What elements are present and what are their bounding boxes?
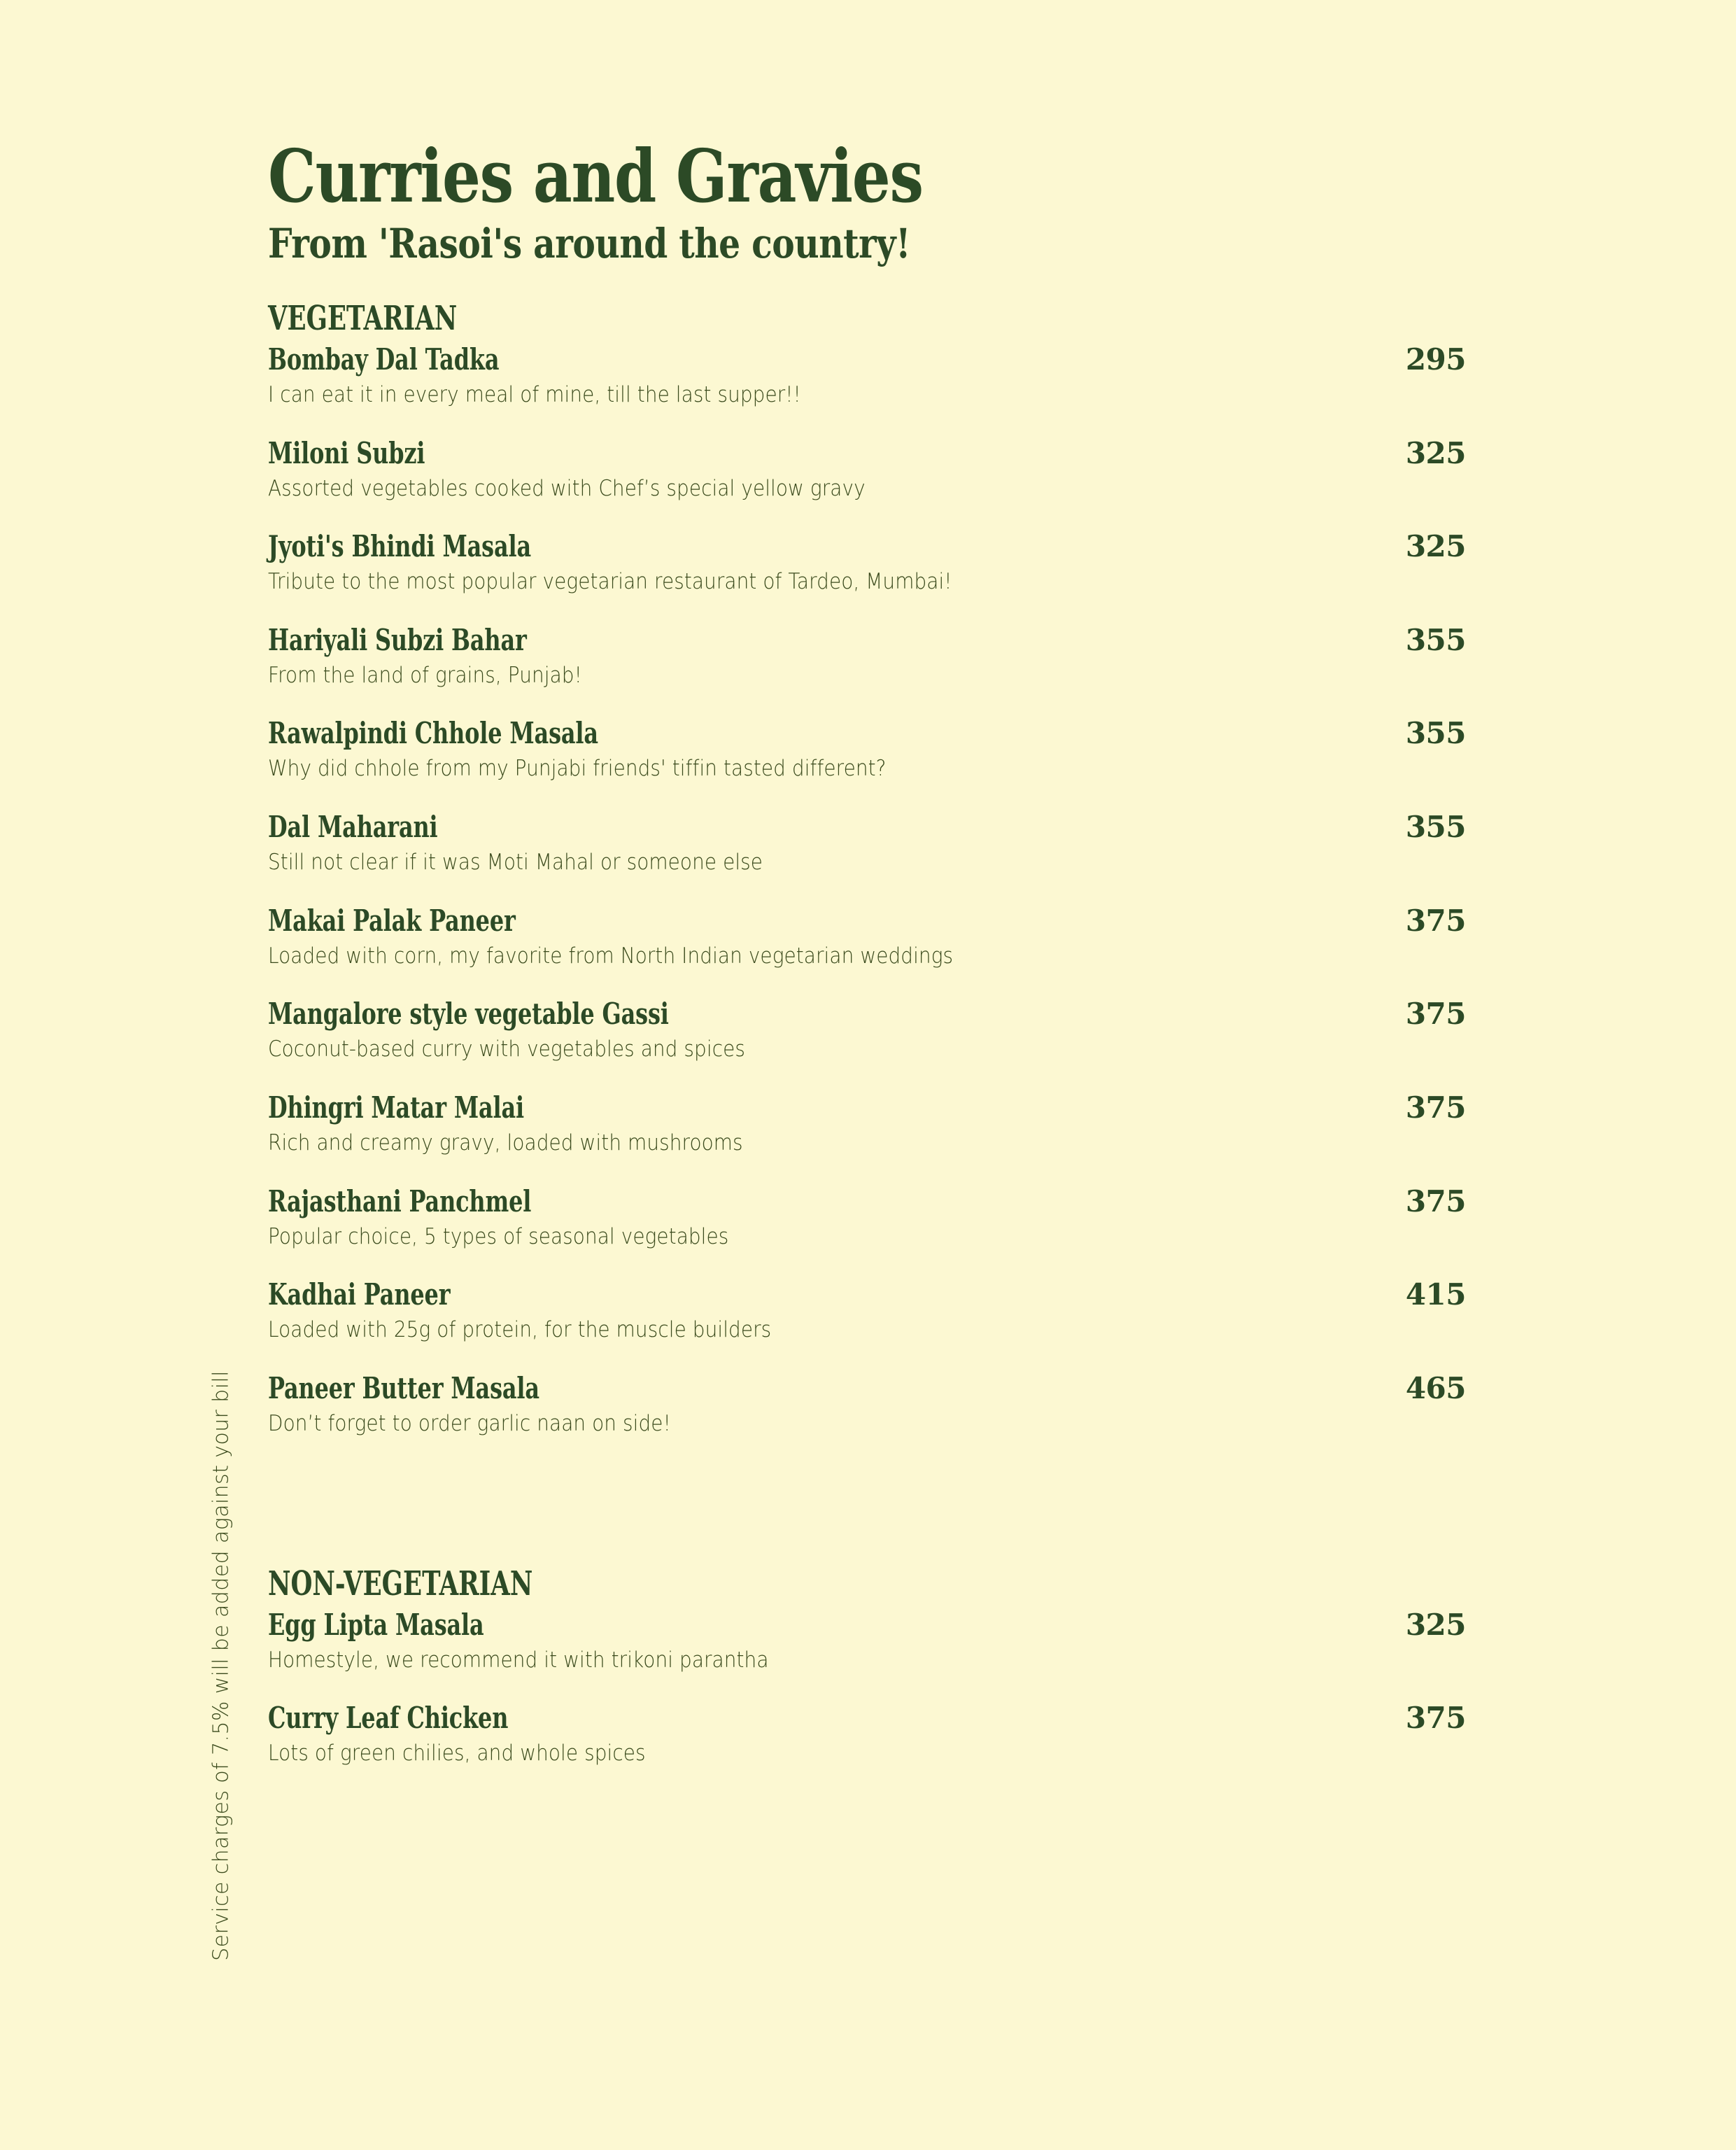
menu-item[interactable]: [268, 1183, 1466, 1250]
menu-item-description: Assorted vegetables cooked with Chef’s special yellow gravy: [268, 475, 866, 501]
menu-item-name: Hariyali Subzi Bahar: [268, 622, 527, 657]
menu-item-name: Dhingri Matar Malai: [268, 1090, 525, 1125]
menu-item-header: [268, 810, 1466, 845]
menu-item[interactable]: [268, 622, 1466, 689]
menu-item-header: [268, 1090, 1466, 1125]
menu-item[interactable]: [268, 1277, 1466, 1343]
menu-item-description: I can eat it in every meal of mine, till the last supper!!: [268, 381, 801, 407]
menu-item-description: Tribute to the most popular vegetarian restaurant of Tardeo, Mumbai!: [268, 569, 952, 595]
menu-item[interactable]: [268, 1703, 1466, 1766]
menu-item-header: [268, 435, 1466, 470]
menu-item-name: Dal Maharani: [268, 810, 438, 845]
menu-item[interactable]: [268, 1370, 1466, 1437]
menu-item[interactable]: [268, 529, 1466, 595]
menu-item-description: Why did chhole from my Punjabi friends' tiffin tasted different?: [268, 756, 887, 782]
service-charge-note: Service charges of 7.5% will be added against your bill: [209, 1370, 234, 1961]
menu-item-header: [268, 622, 1466, 657]
menu-item-name: Egg Lipta Masala: [268, 1607, 484, 1642]
menu-item-name: Mangalore style vegetable Gassi: [268, 997, 669, 1032]
menu-item[interactable]: [268, 810, 1466, 876]
menu-item-header: [268, 1277, 1466, 1312]
menu-item-price: 355: [1405, 716, 1466, 751]
menu-item-price: 465: [1405, 1370, 1466, 1405]
menu-item-name: Paneer Butter Masala: [268, 1370, 539, 1405]
menu-item-header: [268, 529, 1466, 564]
menu-item-name: Rawalpindi Chhole Masala: [268, 716, 598, 751]
menu-item-description: Loaded with 25g of protein, for the muscle builders: [268, 1317, 772, 1343]
menu-item-price: 355: [1405, 810, 1466, 845]
menu-item-price: 295: [1405, 342, 1466, 377]
menu-item-header: [268, 342, 1466, 377]
menu-sections: [268, 298, 1466, 1766]
menu-item-name: Jyoti's Bhindi Masala: [268, 529, 532, 564]
menu-item-price: 325: [1405, 1607, 1466, 1642]
menu-item-name: Kadhai Paneer: [268, 1277, 451, 1312]
menu-item-header: [268, 997, 1466, 1032]
menu-item-header: [268, 1701, 1466, 1736]
section-heading: NON-VEGETARIAN: [268, 1564, 533, 1603]
menu-item-name: Curry Leaf Chicken: [268, 1701, 509, 1736]
menu-item-description: Don’t forget to order garlic naan on side!: [268, 1410, 671, 1436]
page-title: Curries and Gravies: [268, 133, 923, 219]
menu-content: [268, 133, 1466, 1797]
service-charge-note-wrapper: [200, 1351, 242, 1981]
menu-item-header: [268, 1607, 1466, 1642]
menu-item[interactable]: [268, 999, 1466, 1062]
menu-item-price: 375: [1405, 1701, 1466, 1736]
menu-item-description: Homestyle, we recommend it with trikoni parantha: [268, 1647, 769, 1673]
menu-item-header: [268, 716, 1466, 751]
menu-item-description: Coconut-based curry with vegetables and spices: [268, 1037, 746, 1062]
menu-item-price: 325: [1405, 435, 1466, 470]
menu-item-header: [268, 903, 1466, 938]
menu-item-description: From the land of grains, Punjab!: [268, 662, 582, 688]
menu-item-price: 375: [1405, 1183, 1466, 1218]
menu-item-description: Still not clear if it was Moti Mahal or someone else: [268, 850, 763, 876]
menu-item-price: 375: [1405, 997, 1466, 1032]
menu-item[interactable]: [268, 1090, 1466, 1156]
section-spacer: [268, 1468, 1466, 1567]
menu-item[interactable]: [268, 903, 1466, 969]
menu-item-header: [268, 1370, 1466, 1405]
menu-item[interactable]: [268, 342, 1466, 408]
menu-item[interactable]: [268, 1607, 1466, 1673]
menu-item-description: Rich and creamy gravy, loaded with mushrooms: [268, 1130, 743, 1156]
menu-item-price: 375: [1405, 903, 1466, 938]
page-subtitle: From 'Rasoi's around the country!: [268, 220, 910, 267]
menu-item-description: Popular choice, 5 types of seasonal vegetables: [268, 1223, 729, 1249]
menu-item[interactable]: [268, 716, 1466, 782]
menu-item-price: 355: [1405, 622, 1466, 657]
menu-item-name: Rajasthani Panchmel: [268, 1183, 532, 1218]
menu-item-description: Lots of green chilies, and whole spices: [268, 1741, 646, 1766]
menu-item-description: Loaded with corn, my favorite from North Indian vegetarian weddings: [268, 943, 954, 969]
menu-item-price: 375: [1405, 1090, 1466, 1125]
menu-item-name: Makai Palak Paneer: [268, 903, 516, 938]
menu-item[interactable]: [268, 435, 1466, 502]
menu-item-name: Miloni Subzi: [268, 435, 425, 470]
menu-item-price: 325: [1405, 529, 1466, 564]
menu-item-name: Bombay Dal Tadka: [268, 342, 500, 377]
menu-item-price: 415: [1405, 1277, 1466, 1312]
section-heading: VEGETARIAN: [268, 298, 458, 338]
menu-item-header: [268, 1183, 1466, 1218]
